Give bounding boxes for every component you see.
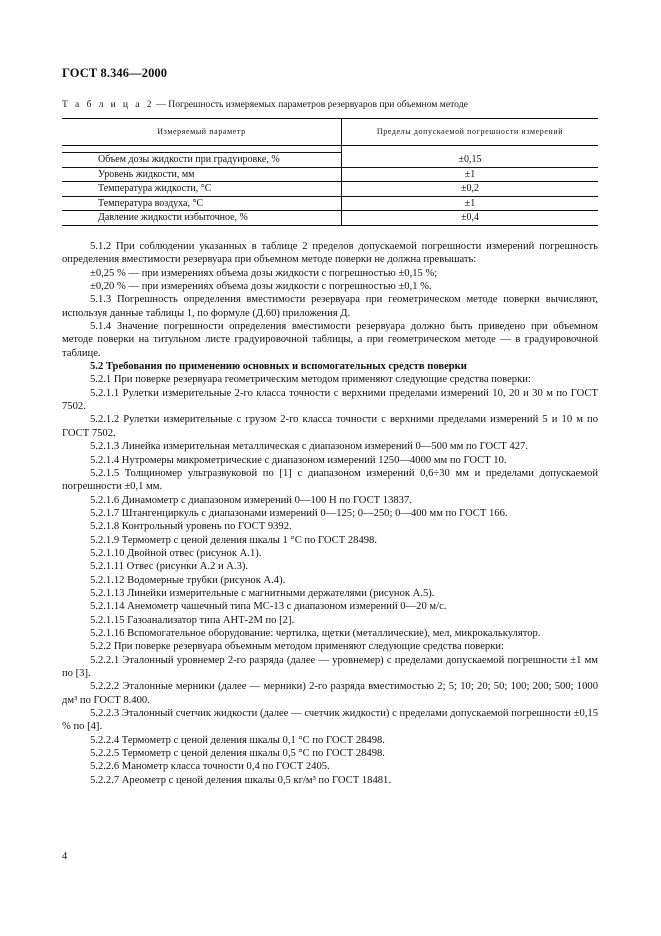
list-item: 5.2.1.10 Двойной отвес (рисунок А.1). [90, 547, 262, 559]
table-caption-label: Т а б л и ц а 2 [62, 99, 154, 110]
list-item: 5.2.1.16 Вспомогательное оборудование: чертилка, щетки (металлические), мел, микрокалькулятор. [90, 627, 541, 639]
list-item: ±0,20 % — при измерениях объема дозы жидкости с погрешностью ±0,1 %. [90, 281, 432, 293]
table-cell-param: Объем дозы жидкости при градуировке, % [62, 153, 342, 168]
list-item: 5.2.2.7 Ареометр с ценой деления шкалы 0,5 кг/м³ по ГОСТ 18481. [90, 774, 392, 786]
table-header-limits: Пределы допускаемой погрешности измерений [342, 119, 599, 146]
table-cell-limit: ±1 [342, 196, 599, 211]
table-caption-text: — Погрешность измеряемых параметров резервуаров при объемном методе [153, 99, 468, 110]
list-item: ±0,25 % — при измерениях объема дозы жидкости с погрешностью ±0,15 %; [90, 267, 438, 279]
list-item: 5.2.1.2 Рулетки измерительные с грузом 2-го класса точности с верхними пределами измерений 5 и 10 м по ГОСТ 7502. [62, 414, 598, 439]
table-row [62, 167, 598, 182]
table-spacer-row [62, 146, 598, 153]
list-item: 5.2.1.8 Контрольный уровень по ГОСТ 9392. [90, 521, 292, 533]
list-item: 5.2.1.12 Водомерные трубки (рисунок А.4). [90, 574, 286, 586]
list-item: 5.2.2.1 Эталонный уровнемер 2-го разряда (далее — уровнемер) с пределами допускаемой погрешности ±1 мм по [3]. [62, 654, 598, 679]
list-item: 5.2.1.14 Анемометр чашечный типа МС-13 с диапазоном измерений 0—20 м/с. [90, 601, 447, 613]
list-item: 5.2.1.5 Толщиномер ультразвуковой по [1] с диапазоном измерений 0,6÷30 мм и пределами допускаемой погрешности ±0,1 мм. [62, 467, 598, 493]
table-row [62, 211, 598, 226]
table-header-parameter: Измеряемый параметр [62, 119, 342, 146]
table-caption [62, 99, 622, 110]
table-cell-param: Температура воздуха, °С [62, 196, 342, 211]
table-cell-limit: ±0,4 [342, 211, 599, 226]
table-header-row [62, 119, 598, 146]
list-item: 5.2.1.11 Отвес (рисунки А.2 и А.3). [90, 561, 249, 573]
table-row [62, 182, 598, 197]
list-item: 5.2.2.4 Термометр с ценой деления шкалы 0,1 °С по ГОСТ 28498. [90, 734, 385, 746]
table-row [62, 153, 598, 168]
page-number: 4 [62, 851, 68, 862]
list-item: 5.2.1.15 Газоанализатор типа АНТ-2М по [2]. [90, 614, 295, 626]
list-item: 5.2.1.4 Нутромеры микрометрические с диапазоном измерений 1250—4000 мм по ГОСТ 10. [90, 454, 507, 466]
table-cell-param: Уровень жидкости, мм [62, 167, 342, 182]
table-cell-limit: ±1 [342, 167, 599, 182]
table-row [62, 196, 598, 211]
list-item: 5.2.1.7 Штангенциркуль с диапазонами измерений 0—125; 0—250; 0—400 мм по ГОСТ 166. [90, 507, 508, 519]
list-item: 5.2.1.1 Рулетки измерительные 2-го класса точности с верхними пределами измерений 10, 20 и 30 м по ГОСТ 7502. [62, 387, 598, 413]
paragraph-5-1-4: 5.1.4 Значение погрешности определения вместимости резервуара должно быть приведено при объемном методе поверки на титульном листе градуировочной таблицы, а при геометрическом методе — в градуировочной таблице. [62, 321, 598, 359]
list-item: 5.2.2.2 Эталонные мерники (далее — мерники) 2-го разряда вместимостью 2; 5; 10; 20; 50; 100; 200; 500; 1000 дм³ по ГОСТ 8.400. [62, 681, 598, 706]
list-item: 5.2.1.13 Линейки измерительные с магнитными держателями (рисунок А.5). [90, 587, 435, 599]
table-cell-limit: ±0,15 [342, 153, 599, 168]
paragraph-5-1-2: 5.1.2 При соблюдении указанных в таблице 2 пределов допускаемой погрешности измерений погрешность определения вместимости резервуара при объемном методе поверки не должна превышать: [62, 241, 598, 266]
list-item: 5.2.1.6 Динамометр с диапазоном измерений 0—100 Н по ГОСТ 13837. [90, 494, 412, 506]
paragraph-5-1-3: 5.1.3 Погрешность определения вместимости резервуара при геометрическом методе поверки вычисляют, используя данные таблицы 1, по формуле (Д.60) приложения Д. [62, 294, 598, 319]
list-item: 5.2.2.5 Термометр с ценой деления шкалы 0,5 °С по ГОСТ 28498. [90, 748, 385, 760]
paragraph-5-2-2: 5.2.2 При поверке резервуара объемным методом применяют следующие средства поверки: [90, 641, 504, 653]
list-item: 5.2.2.3 Эталонный счетчик жидкости (далее — счетчик жидкости) с пределами допускаемой погрешности ±0,15 % по [4]. [62, 708, 598, 733]
table-cell-param: Температура жидкости, °С [62, 182, 342, 197]
list-item: 5.2.2.6 Манометр класса точности 0,4 по ГОСТ 2405. [90, 761, 330, 773]
table-cell-limit: ±0,2 [342, 182, 599, 197]
paragraph-5-2-1: 5.2.1 При поверке резервуара геометрическим методом применяют следующие средства поверки: [90, 374, 531, 386]
section-heading-5-2: 5.2 Требования по применению основных и вспомогательных средств поверки [90, 361, 467, 373]
list-item: 5.2.1.3 Линейка измерительная металлическая с диапазоном измерений 0—500 мм по ГОСТ 427. [90, 441, 528, 453]
table-cell-param: Давление жидкости избыточное, % [62, 211, 342, 226]
list-item: 5.2.1.9 Термометр с ценой деления шкалы 1 °С по ГОСТ 28498. [90, 534, 378, 546]
body-text [62, 240, 598, 787]
document-header: ГОСТ 8.346—2000 [62, 66, 168, 80]
parameters-table [62, 118, 598, 226]
